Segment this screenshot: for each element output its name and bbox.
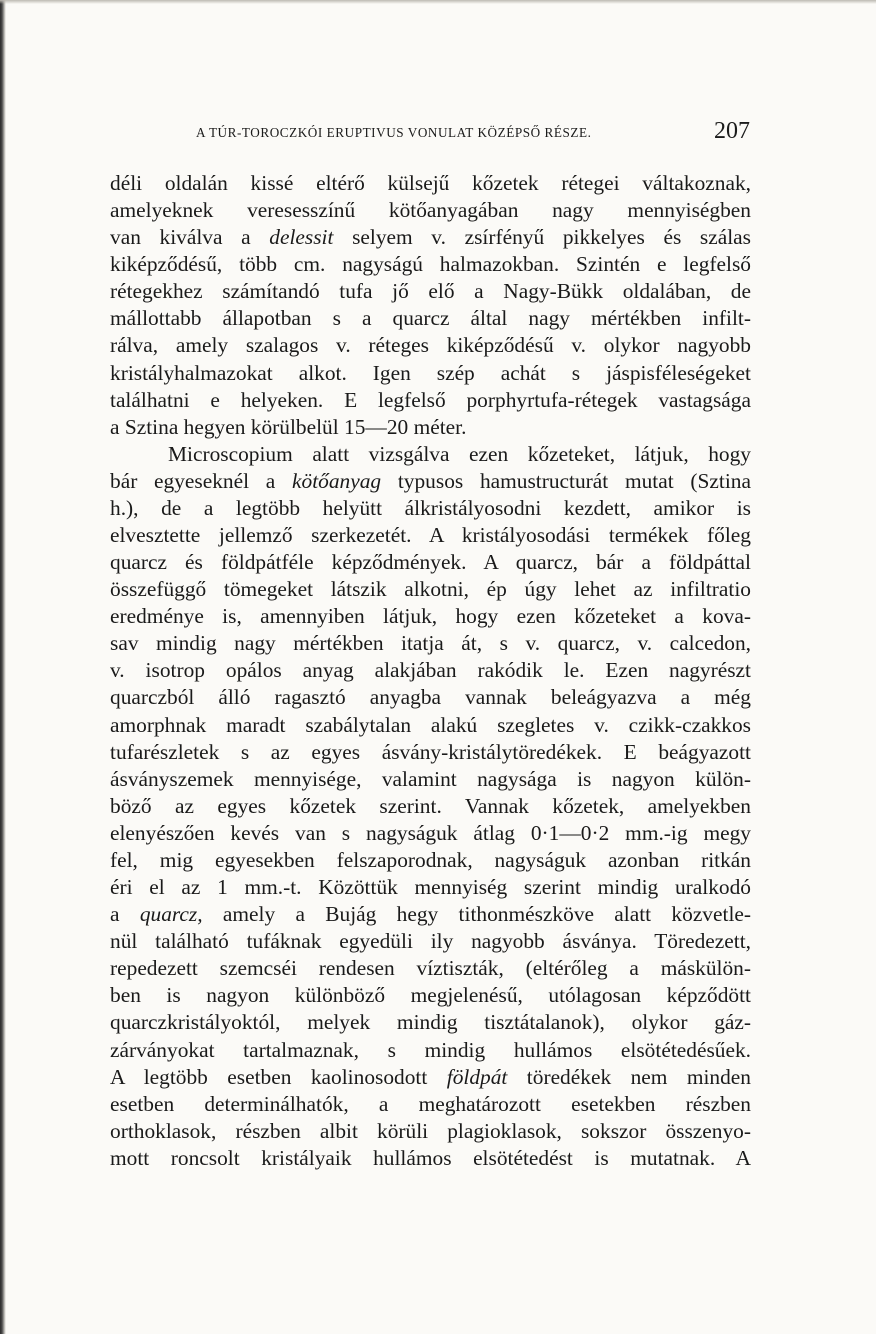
text-line	[110, 901, 751, 928]
text-line: nül található tufáknak egyedüli ily nagyobb ásványa. Töredezett,	[110, 929, 751, 954]
paragraph-1	[110, 170, 751, 441]
text-line: Microscopium alatt vizsgálva ezen kőzeteket, látjuk, hogy	[168, 441, 751, 466]
text-line: v. isotrop opálos anyag alakjában rakódik le. Ezen nagyrészt	[110, 658, 751, 683]
text-line: zárványokat tartalmaznak, s mindig hullámos elsötétedésűek.	[110, 1037, 751, 1062]
page-number: 207	[714, 118, 750, 144]
text-line: sav mindig nagy mértékben itatja át, s v. quarcz, v. calcedon,	[110, 631, 751, 656]
text-line: böző az egyes kőzetek szerint. Vannak kőzetek, amelyekben	[110, 793, 751, 818]
page-left-edge-shadow	[0, 0, 6, 1334]
italic-term: quarcz,	[139, 902, 203, 927]
text-line: amelyeknek veresesszínű kötőanyagában nagy mennyiségben	[110, 198, 751, 223]
text-line: a Sztina hegyen körülbelül 15—20 méter.	[110, 414, 467, 439]
paragraph-2	[110, 441, 751, 1172]
text-run: typusos hamustructurát mutat (Sztina	[381, 468, 751, 493]
text-line: déli oldalán kissé eltérő külsejű kőzetek rétegei váltakoznak,	[110, 171, 751, 195]
page-top-edge-shadow	[0, 0, 876, 4]
text-line: esetben determinálhatók, a meghatározott esetekben részben	[110, 1091, 751, 1116]
text-run: bár egyeseknél a	[110, 468, 293, 493]
text-line: összefüggő tömegeket látszik alkotni, ép úgy lehet az infiltratio	[110, 577, 751, 602]
text-line: tufarészletek s az egyes ásvány-kristálytöredékek. E beágyazott	[110, 739, 751, 764]
text-line: h.), de a legtöbb helyütt álkristályosodni kezdett, amikor is	[110, 495, 751, 520]
text-run: töredékek nem minden	[507, 1064, 751, 1089]
text-run: amely a Bujág hegy tithonmészköve alatt közvetle-	[202, 902, 751, 927]
text-line: kiképződésű, több cm. nagyságú halmazokban. Szintén e legfelső	[110, 252, 751, 277]
text-line	[110, 224, 751, 251]
text-line: ben is nagyon különböző megjelenésű, utólagosan képződött	[110, 983, 751, 1008]
text-line	[110, 1064, 751, 1091]
text-line: quarczból álló ragasztó anyagba vannak beleágyazva a még	[110, 685, 751, 710]
text-line: mállottabb állapotban s a quarcz által nagy mértékben infilt-	[110, 306, 751, 331]
text-line: rálva, amely szalagos v. réteges kiképződésű v. olykor nagyobb	[110, 333, 751, 358]
text-line: fel, mig egyesekben felszaporodnak, nagyságuk azonban ritkán	[110, 847, 751, 872]
text-line: találhatni e helyeken. E legfelső porphyrtufa-rétegek vastagsága	[110, 387, 751, 412]
running-title: A TÚR-TOROCZKÓI ERUPTIVUS VONULAT KÖZÉPSŐ RÉSZE.	[196, 125, 592, 140]
text-run: A legtöbb esetben kaolinosodott	[110, 1064, 447, 1089]
text-line: orthoklasok, részben albit körüli plagioklasok, sokszor összenyo-	[110, 1118, 751, 1143]
text-line	[110, 468, 751, 495]
italic-term: delessit	[269, 225, 334, 250]
text-line: quarcz és földpátféle képződmények. A quarcz, bár a földpáttal	[110, 550, 751, 575]
text-run: a	[110, 902, 140, 927]
text-line: quarczkristályoktól, melyek mindig tisztátalanok), olykor gáz-	[110, 1010, 751, 1035]
text-line: rétegekhez számítandó tufa jő elő a Nagy-Bükk oldalában, de	[110, 279, 751, 304]
text-line: repedezett szemcséi rendesen víztiszták, (eltérőleg a máskülön-	[110, 956, 751, 981]
text-line: eredménye is, amennyiben látjuk, hogy ezen kőzeteket a kova-	[110, 604, 751, 629]
text-line: ásványszemek mennyisége, valamint nagysága is nagyon külön-	[110, 766, 751, 791]
text-line: elvesztette jellemző szerkezetét. A kristályosodási termékek főleg	[110, 523, 751, 548]
text-line: kristályhalmazokat alkot. Igen szép achát s jáspisféleségeket	[110, 360, 751, 385]
text-line: amorphnak maradt szabálytalan alakú szegletes v. czikk-czakkos	[110, 712, 751, 737]
text-run: selyem v. zsírfényű pikkelyes és szálas	[333, 225, 751, 250]
text-run: van kiválva a	[110, 225, 270, 250]
text-line: elenyészően kevés van s nagyságuk átlag 0·1—0·2 mm.-ig megy	[110, 820, 751, 845]
italic-term: kötőanyag	[292, 468, 382, 493]
body-text	[110, 170, 751, 1172]
italic-term: földpát	[446, 1064, 508, 1089]
running-head	[120, 118, 750, 148]
text-line: mott roncsolt kristályaik hullámos elsötétedést is mutatnak. A	[110, 1145, 751, 1170]
text-line: éri el az 1 mm.-t. Közöttük mennyiség szerint mindig uralkodó	[110, 875, 751, 900]
